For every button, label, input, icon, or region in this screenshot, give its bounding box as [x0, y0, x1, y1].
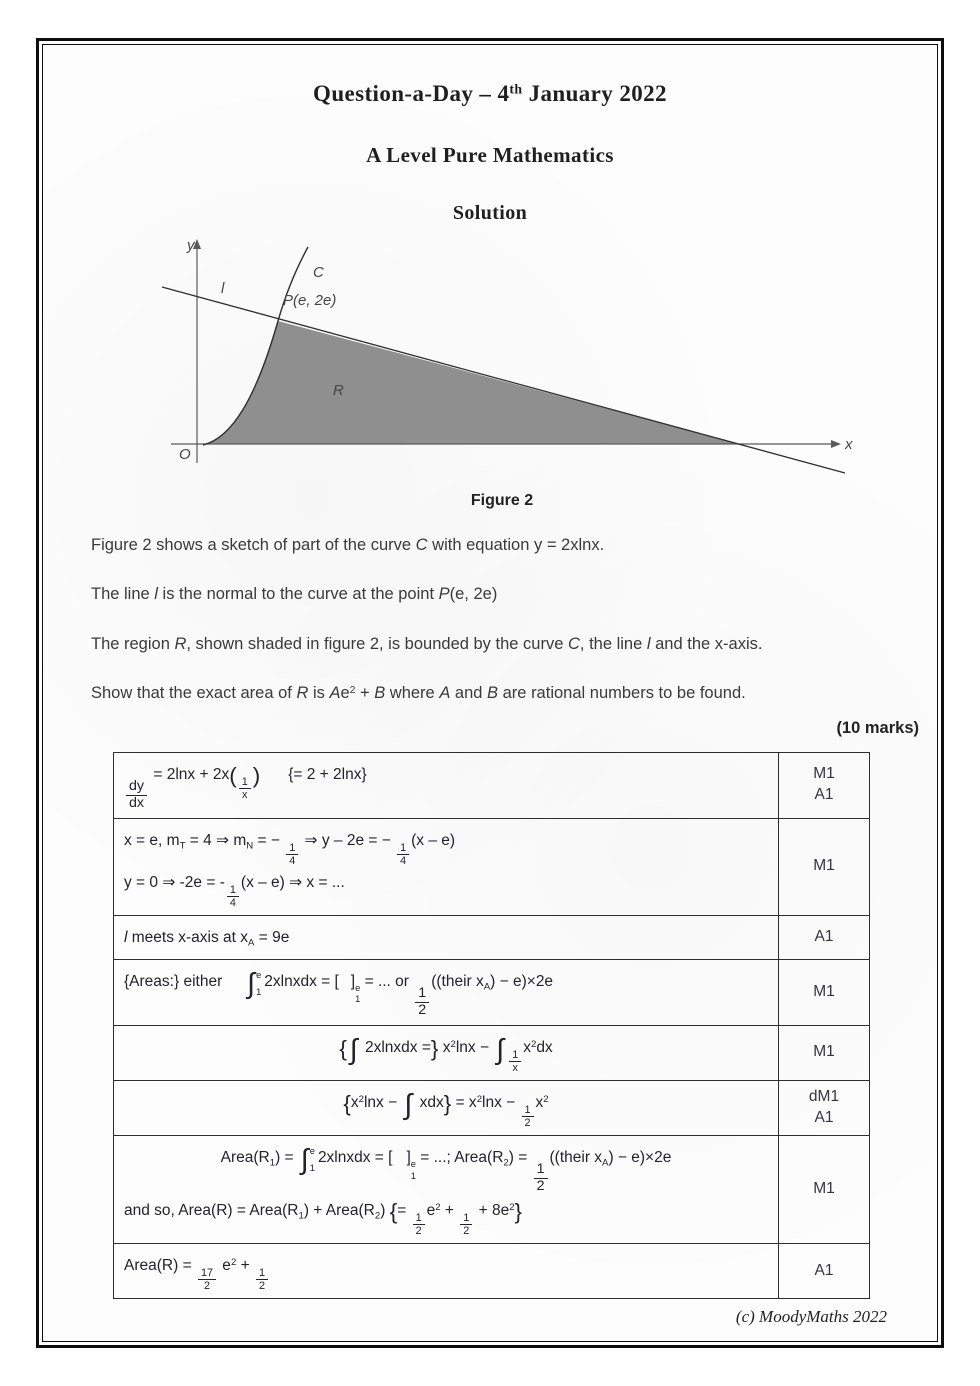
- math-sup: 2: [435, 1202, 441, 1214]
- math-txt: and the x-axis.: [650, 634, 763, 653]
- working-line: [124, 1087, 768, 1129]
- math-txt: Figure 2 shows a sketch of part of the curve: [91, 536, 416, 554]
- marks-cell: [779, 753, 869, 818]
- math-bigd: }: [443, 1091, 452, 1117]
- math-txt: = 2lnx + 2x: [149, 766, 230, 784]
- mark: M1: [813, 1180, 835, 1198]
- math-txt: are rational numbers to be found.: [498, 683, 746, 702]
- working-line: [124, 1142, 768, 1195]
- math-int: ∫: [349, 1033, 358, 1066]
- math-txt: = x: [451, 1094, 477, 1112]
- mark: M1: [813, 983, 835, 1000]
- math-bigd: }: [514, 1198, 523, 1224]
- math-txt: 2xlnxdx = [: [317, 1149, 393, 1167]
- math-txt: ) + Area(R: [303, 1201, 375, 1219]
- math-txt: ⇒ y – 2e = −: [300, 831, 396, 849]
- math-txt: + 8e: [474, 1201, 510, 1219]
- math-i: C: [415, 536, 428, 554]
- math-txt: +: [236, 1257, 254, 1275]
- math-txt: ) − e)×2e: [608, 1149, 672, 1167]
- math-bigd: }: [430, 1035, 439, 1061]
- math-txt: dx: [536, 1038, 553, 1056]
- shaded-region: [204, 321, 739, 444]
- math-txt: with equation y = 2xlnx.: [427, 536, 605, 554]
- math-txt: x: [535, 1094, 544, 1112]
- math-sup: 2: [230, 1257, 237, 1269]
- math-txt: ) − e)×2e: [490, 973, 554, 991]
- working-line: [124, 1195, 768, 1237]
- working-line: [124, 966, 768, 1019]
- table-row: [114, 1136, 869, 1244]
- subject-heading: A Level Pure Mathematics: [366, 143, 614, 167]
- marks-cell: [779, 1136, 869, 1243]
- math-txt: ((their x: [549, 1149, 603, 1167]
- working-cell: [114, 1136, 779, 1243]
- mark: dM1: [808, 1088, 840, 1106]
- working-cell: [114, 1026, 779, 1080]
- math-i: B: [374, 683, 386, 702]
- math-frac: $\frac{1}{4}$: [286, 842, 298, 867]
- math-txt: Area(R) =: [124, 1257, 196, 1275]
- math-txt: +: [355, 683, 375, 702]
- math-sup: 2: [509, 1202, 515, 1214]
- math-i: C: [567, 634, 580, 653]
- math-sub: N: [246, 840, 254, 852]
- marks-cell: [779, 1026, 869, 1080]
- math-sup: 2: [358, 1094, 364, 1106]
- working-line: [124, 1032, 768, 1074]
- mark: A1: [814, 928, 834, 946]
- table-row: [114, 819, 869, 916]
- math-frac: $\frac{1}{x}$: [509, 1049, 521, 1074]
- math-txt: = 9e: [254, 929, 290, 947]
- copyright: (c) MoodyMaths 2022: [735, 1307, 887, 1326]
- solution-heading: Solution: [452, 202, 528, 224]
- math-i: A: [439, 683, 451, 702]
- math-txt: where: [385, 683, 440, 702]
- table-row: [114, 1244, 869, 1298]
- math-txt: ) =: [508, 1149, 532, 1167]
- math-frac: $\frac{1}{4}$: [227, 884, 239, 909]
- paragraph-1: [91, 534, 889, 556]
- x-axis-label: x: [845, 436, 853, 453]
- math-bigd: (: [229, 763, 237, 789]
- math-txt: ) =: [275, 1149, 298, 1167]
- figure-2-svg: [137, 235, 867, 485]
- math-txt: The line: [91, 585, 155, 604]
- working-cell: [114, 1081, 779, 1135]
- math-txt: lnx −: [482, 1094, 520, 1112]
- math-sub: A: [483, 981, 491, 993]
- math-txt: e: [218, 1257, 231, 1275]
- working-line: [124, 1250, 768, 1292]
- math-txt: y = 0 ⇒ -2e = -: [124, 873, 225, 891]
- figure-2: [137, 235, 867, 490]
- working-cell: [114, 819, 779, 915]
- math-int: ∫: [404, 1088, 413, 1121]
- math-bigd: ): [252, 763, 261, 789]
- line-label: l: [221, 280, 225, 297]
- y-axis-label: y: [187, 237, 195, 254]
- math-sub: 1: [298, 1210, 304, 1222]
- math-i: R: [174, 634, 187, 653]
- marks-cell: [779, 916, 869, 959]
- page-title: [91, 81, 889, 107]
- working-cell: [114, 916, 779, 959]
- math-i: B: [487, 683, 499, 702]
- math-i: P: [438, 585, 450, 604]
- math-i: l: [154, 585, 158, 604]
- math-txt: xdx: [415, 1094, 444, 1112]
- math-ss: e 1: [355, 983, 361, 1005]
- math-sub: A: [248, 937, 255, 949]
- math-txt: = ...; Area(R: [415, 1149, 504, 1167]
- math-sup: 2: [530, 1038, 537, 1050]
- math-sup: 2: [450, 1038, 456, 1050]
- math-txt: +: [440, 1201, 459, 1219]
- paragraph-2: [91, 583, 889, 605]
- math-sub: 2: [374, 1210, 381, 1222]
- math-txt: is the normal to the curve at the point: [157, 585, 439, 604]
- title-ordinal: th: [509, 81, 523, 97]
- math-txt: {Areas:} either: [124, 973, 223, 991]
- working-line: [124, 867, 768, 909]
- table-row: [114, 916, 869, 960]
- math-frac: $\frac{1}{2}$: [460, 1212, 472, 1237]
- math-txt: x: [438, 1038, 451, 1056]
- math-txt: , shown shaded in figure 2, is bounded by the curve: [186, 634, 568, 653]
- math-ss: e 1: [410, 1159, 416, 1181]
- math-txt: e: [340, 683, 350, 702]
- marks-cell: [779, 1081, 869, 1135]
- math-txt: x: [350, 1094, 359, 1112]
- figure-caption: Figure 2: [470, 492, 534, 509]
- math-txt: 2xlnxdx =: [360, 1038, 431, 1056]
- working-cell: [114, 960, 779, 1025]
- math-i: R: [296, 683, 309, 702]
- marks-cell: [779, 1244, 869, 1298]
- math-txt: meets x-axis at x: [127, 929, 249, 947]
- marks-cell: [779, 960, 869, 1025]
- math-bigd: {: [343, 1091, 351, 1117]
- inner-border: [42, 44, 938, 1342]
- math-txt: {= 2 + 2lnx}: [288, 766, 367, 784]
- region-label: R: [333, 382, 344, 399]
- math-frac: $\frac{1}{2}$: [522, 1104, 534, 1129]
- mark: M1: [813, 857, 835, 875]
- math-frac: $\frac{1}{2}$: [534, 1162, 548, 1195]
- curve-label: C: [313, 264, 324, 281]
- math-txt: ]: [350, 973, 356, 991]
- math-txt: = ... or: [360, 973, 414, 991]
- math-sub: T: [179, 840, 186, 852]
- math-i: A: [329, 683, 341, 702]
- math-txt: lnx −: [363, 1094, 402, 1112]
- working-line: [124, 759, 768, 812]
- math-txt: 2xlnxdx = [: [264, 973, 339, 991]
- math-txt: lnx −: [455, 1038, 494, 1056]
- working-cell: [114, 1244, 779, 1298]
- math-txt: ]: [406, 1149, 411, 1167]
- math-txt: Show that the exact area of: [91, 683, 297, 702]
- math-int: ∫ e 1: [247, 968, 262, 1001]
- math-txt: (e, 2e): [449, 585, 498, 604]
- math-txt: (x – e): [411, 831, 456, 849]
- table-row: [114, 1026, 869, 1081]
- math-txt: =: [397, 1201, 411, 1219]
- math-txt: ((their x: [431, 973, 484, 991]
- math-txt: The region: [91, 634, 175, 653]
- math-sup: 2: [476, 1094, 483, 1106]
- math-sup: 2: [543, 1094, 549, 1106]
- math-txt: e: [426, 1201, 436, 1219]
- mark: M1: [813, 765, 835, 783]
- math-sub: 2: [503, 1157, 509, 1169]
- math-i: l: [124, 929, 128, 947]
- math-frac: $\frac{1}{2}$: [256, 1267, 268, 1292]
- paragraph-3: [91, 633, 889, 655]
- math-int: ∫ e 1: [300, 1144, 315, 1177]
- math-frac: $\frac{17}{2}$: [198, 1267, 216, 1292]
- math-txt: (x – e) ⇒ x = ...: [240, 873, 345, 891]
- math-frac: $\frac{1}{2}$: [415, 986, 429, 1019]
- x-axis-arrowhead: [831, 440, 841, 448]
- math-txt: x: [523, 1038, 531, 1056]
- outer-border: [36, 38, 944, 1348]
- working-cell: [114, 753, 779, 818]
- math-txt: ): [380, 1201, 390, 1219]
- math-frac: $\frac{1}{2}$: [413, 1212, 425, 1237]
- math-txt: and so, Area(R) = Area(R: [124, 1201, 299, 1219]
- math-sub: A: [602, 1157, 609, 1169]
- math-sub: 1: [269, 1157, 276, 1169]
- mark-scheme-table: [113, 752, 870, 1299]
- total-marks: (10 marks): [836, 719, 919, 738]
- title-suffix: January 2022: [522, 81, 667, 106]
- mark: A1: [814, 1261, 834, 1279]
- math-i: l: [646, 634, 651, 653]
- origin-label: O: [179, 446, 191, 463]
- math-bigd: {: [339, 1035, 347, 1061]
- math-txt: = −: [253, 831, 285, 849]
- math-frac: $\frac{1}{x}$: [239, 776, 251, 801]
- math-txt: is: [308, 683, 330, 702]
- math-int: ∫: [496, 1033, 505, 1066]
- math-bigd: {: [389, 1198, 398, 1224]
- math-txt: and: [450, 683, 488, 702]
- math-txt: x = e, m: [124, 831, 180, 849]
- math-sup: 2: [349, 684, 356, 696]
- paragraph-4: [91, 682, 889, 704]
- mark: A1: [814, 786, 834, 804]
- math-frac: $\frac{1}{4}$: [397, 842, 409, 867]
- marks-cell: [779, 819, 869, 915]
- table-row: [114, 753, 869, 819]
- mark: A1: [814, 1109, 834, 1127]
- math-txt: Area(R: [220, 1149, 270, 1167]
- working-line: [124, 825, 768, 867]
- point-label: P(e, 2e): [283, 292, 337, 309]
- table-row: [114, 1081, 869, 1136]
- math-txt: , the line: [579, 634, 647, 653]
- math-frac: $\frac{dy}{dx}$: [126, 779, 147, 812]
- title-prefix: Question-a-Day – 4: [313, 81, 510, 106]
- math-txt: = 4 ⇒ m: [185, 831, 247, 849]
- table-row: [114, 960, 869, 1026]
- working-line: [124, 922, 768, 953]
- mark: M1: [813, 1043, 835, 1061]
